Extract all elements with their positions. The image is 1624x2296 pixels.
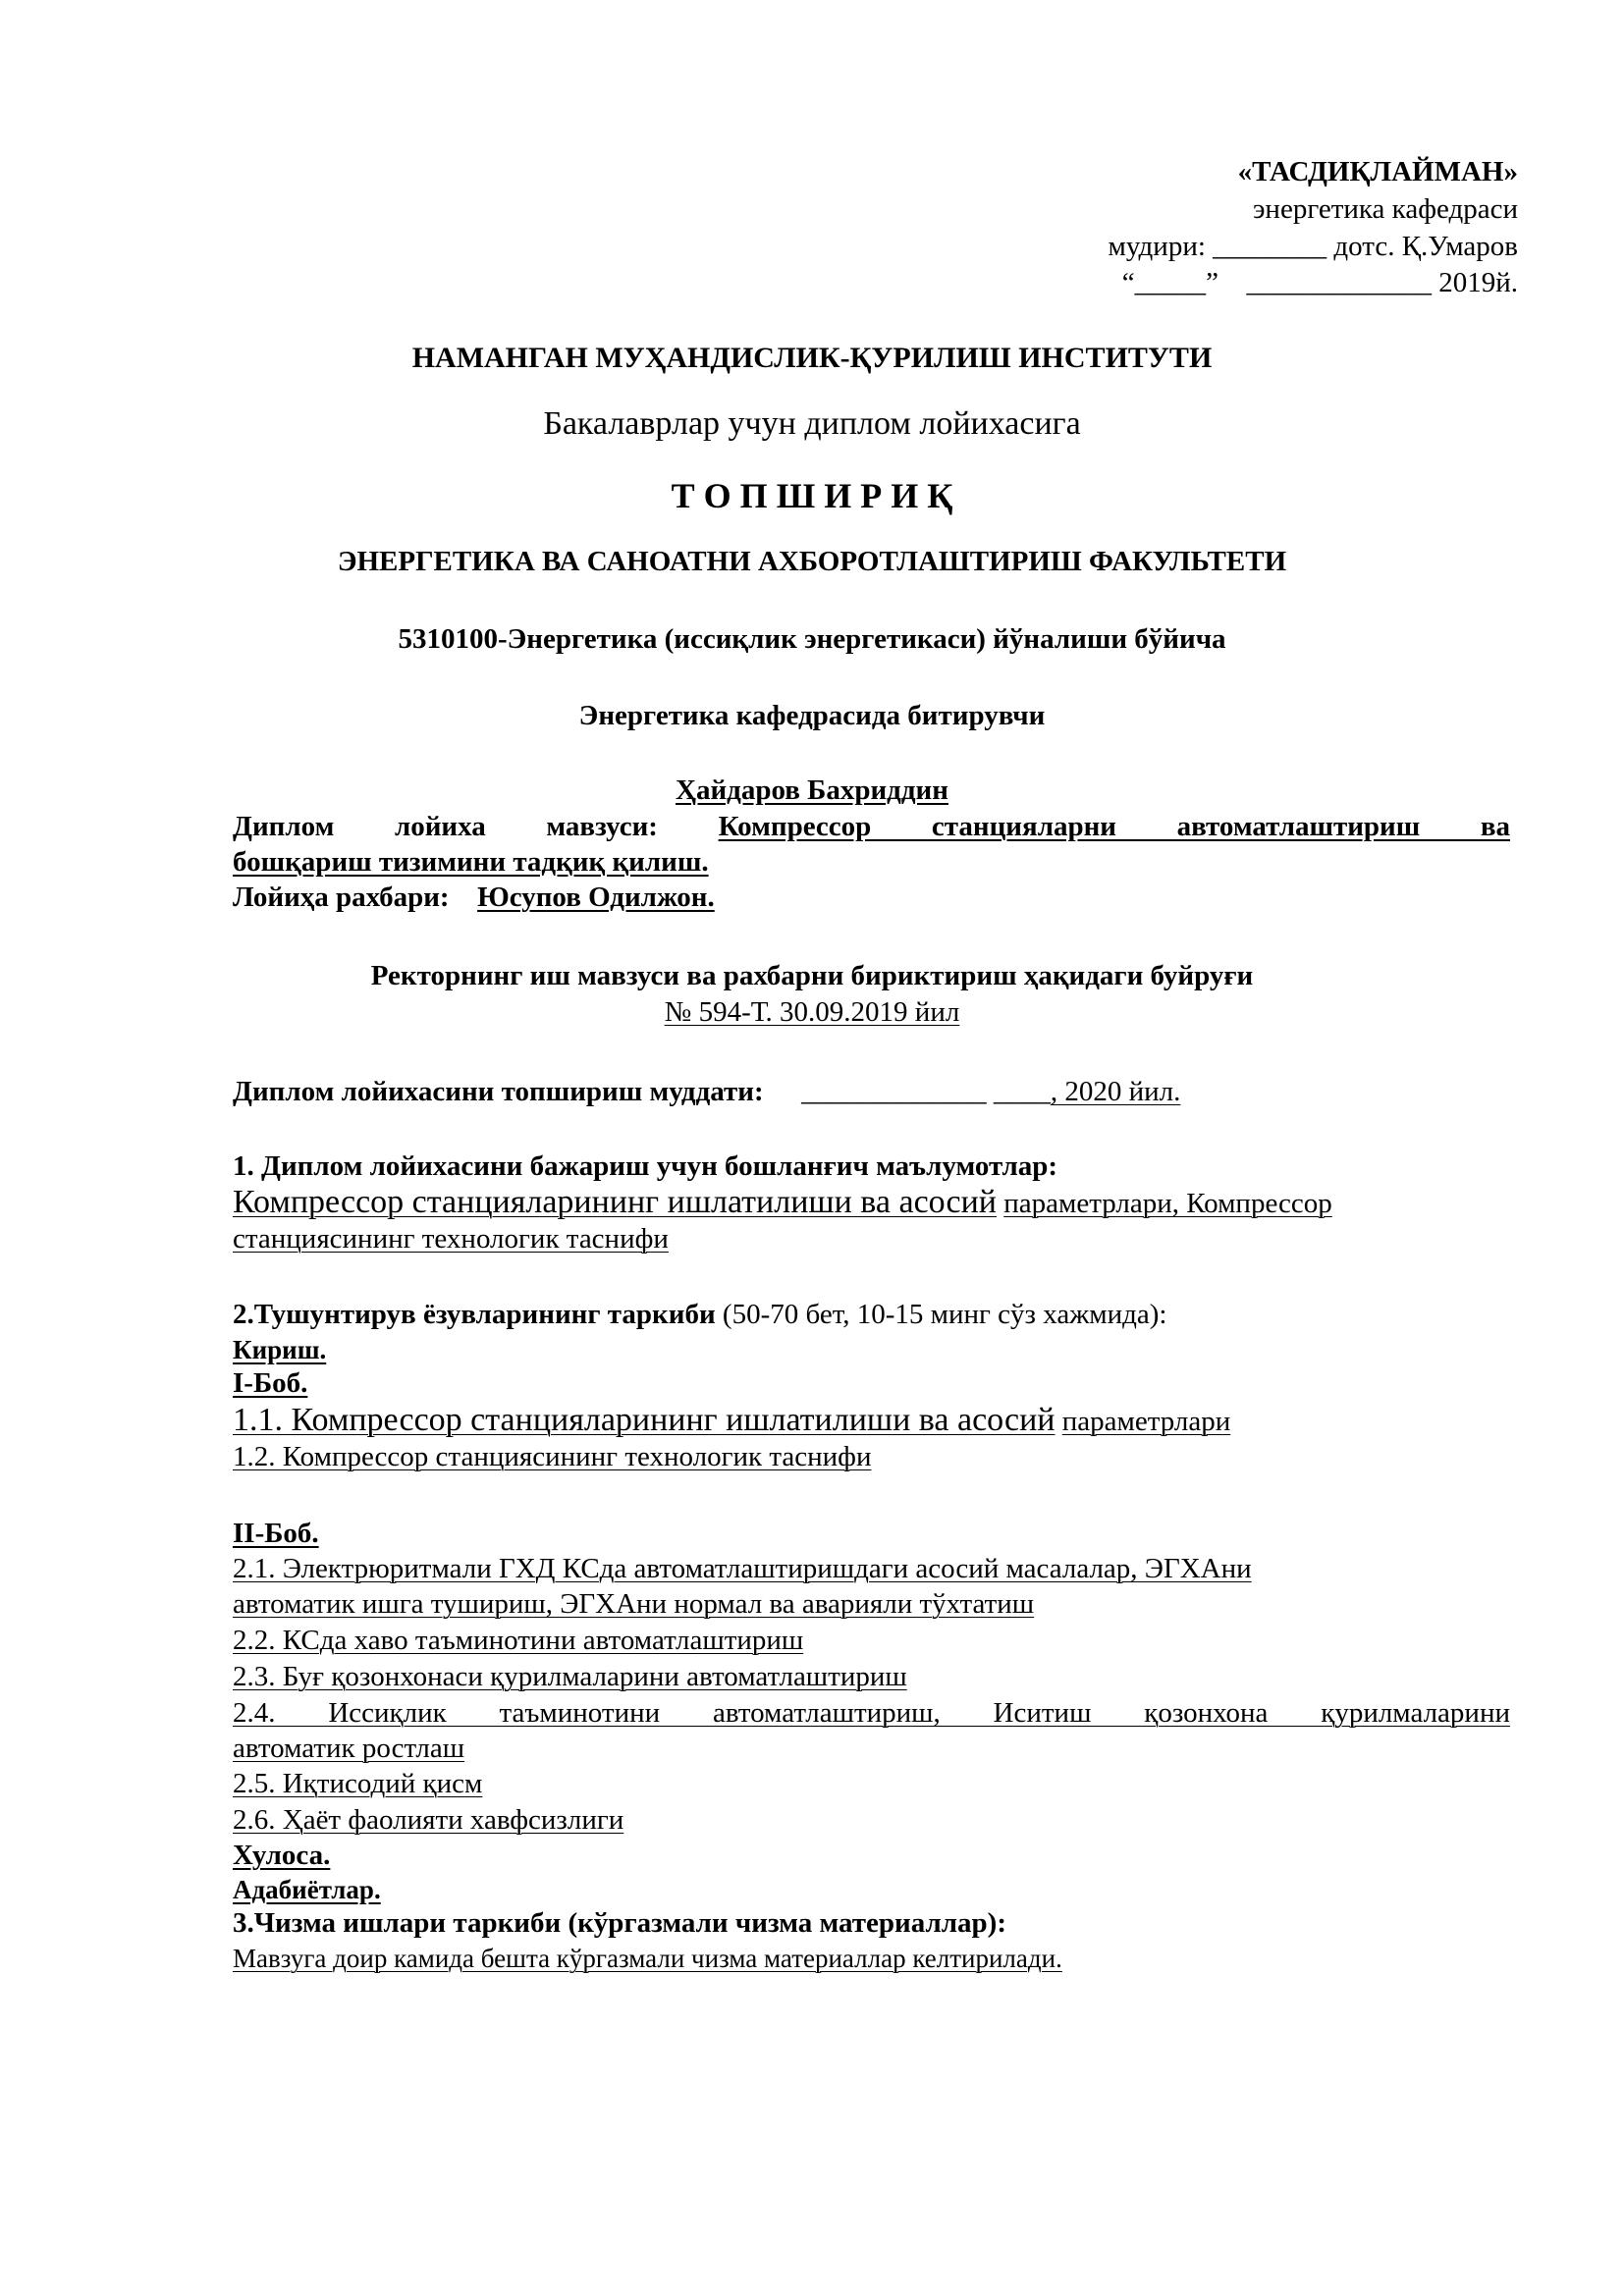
item-2-4-line-2 [233, 1732, 464, 1765]
section2-intro: Кириш. [233, 1335, 327, 1364]
section2-chapter2-line [233, 1517, 319, 1550]
section2-heading-note: (50-70 бет, 10-15 минг сўз хажмида): [722, 1299, 1167, 1330]
item-1-2: 1.2. Компрессор станциясининг технологик таснифи [233, 1441, 872, 1472]
item-2-3: 2.3. Буғ қозонхонаси қурилмаларини автоматлаштириш [233, 1661, 907, 1692]
deadline-line [233, 1075, 1180, 1108]
item-1-1-large: 1.1. Компрессор станцияларининг ишлатилиши ва асосий [233, 1402, 1056, 1438]
supervisor-name: Юсупов Одилжон. [477, 881, 715, 913]
section1-text-large: Компрессор станцияларининг ишлатилиши ва асосий [233, 1184, 997, 1220]
item-2-2: 2.2. КСда хаво таъминотини автоматлаштириш [233, 1625, 804, 1656]
item-1-1-small: параметрлари [1061, 1406, 1231, 1437]
deadline-year: , 2020 йил. [1050, 1076, 1181, 1107]
section2-heading-line [233, 1298, 1166, 1331]
document-subtitle: Бакалаврлар учун диплом лойихасига [543, 405, 1081, 442]
department-line: Энергетика кафедрасида битирувчи [578, 700, 1046, 731]
item-1-1-line [233, 1402, 1230, 1440]
approval-department: энергетика кафедраси [1252, 193, 1518, 225]
document-title: Т О П Ш И Р И Қ [671, 476, 953, 515]
approval-date-quote-open: “ [1121, 267, 1135, 298]
section1-heading: 1. Диплом лойихасини бажариш учун бошланғич маълумотлар: [233, 1150, 1058, 1182]
topic-line-2 [233, 845, 709, 879]
item-2-5: 2.5. Иқтисодий қисм [233, 1768, 483, 1799]
approval-title: «ТАСДИҚЛАЙМАН» [1237, 156, 1518, 187]
approval-date-day-blank: _____ [1134, 267, 1207, 298]
section3-text-line [233, 1942, 1062, 1975]
section2-heading: 2.Тушунтирув ёзувларининг таркиби [233, 1299, 716, 1330]
item-2-1-text-1: 2.1. Электрюритмали ГХД КСда автоматлаштиришдаги асосий масалалар, ЭГХАни [233, 1553, 1252, 1584]
order-number: № 594-Т. 30.09.2019 йил [664, 996, 960, 1028]
faculty-name: ЭНЕРГЕТИКА ВА САНОАТНИ АХБОРОТЛАШТИРИШ ФАКУЛЬТЕТИ [337, 546, 1287, 577]
conclusion-line [233, 1839, 330, 1872]
deadline-label: Диплом лойихасини топшириш муддати: [233, 1076, 764, 1107]
section1-text-line-1 [233, 1184, 1332, 1222]
section1-text-2: станциясининг технологик таснифи [233, 1223, 669, 1255]
section3-text: Мавзуга доир камида бешта кўргазмали чизма материаллар келтирилади. [233, 1944, 1062, 1973]
item-2-4-text-2: автоматик ростлаш [233, 1733, 465, 1764]
section2-conclusion: Хулоса. [233, 1840, 331, 1871]
supervisor-label: Лойиҳа рахбари: [233, 881, 450, 913]
section2-intro-line [233, 1333, 326, 1366]
item-1-2-line [233, 1440, 871, 1473]
institute-name: НАМАНГАН МУҲАНДИСЛИК-ҚУРИЛИШ ИНСТИТУТИ [411, 342, 1213, 374]
approval-date-month-blank: _____________ [1246, 267, 1432, 298]
section1-text-line-2 [233, 1222, 669, 1255]
item-2-1-line-2 [233, 1587, 1034, 1621]
item-2-1-text-2: автоматик ишга тушириш, ЭГХАни нормал ва аварияли тўхтатиш [233, 1588, 1035, 1620]
order-title: Ректорнинг иш мавзуси ва рахбарни бириктириш ҳақидаги буйруғи [370, 960, 1254, 991]
item-2-2-line [233, 1624, 803, 1657]
approval-head-blank: ________ [1213, 231, 1327, 262]
item-2-1-line-1 [233, 1552, 1252, 1585]
approval-head-line [1109, 230, 1518, 263]
supervisor-line [233, 881, 715, 914]
topic-line-1 [233, 810, 1510, 843]
item-2-5-line [233, 1767, 482, 1800]
section2-literature: Адабиётлар. [233, 1875, 381, 1904]
topic-text-2: бошқариш тизимини тадқиқ қилиш. [233, 846, 709, 878]
section2-chapter1: I-Боб. [233, 1367, 308, 1399]
section3-heading: 3.Чизма ишлари таркиби (кўргазмали чизма материаллар): [233, 1907, 1006, 1939]
student-name-line [0, 774, 1624, 807]
section2-chapter2: II-Боб. [233, 1518, 319, 1549]
approval-date-line [1122, 266, 1518, 299]
student-name: Ҳайдаров Бахриддин [676, 774, 948, 806]
item-2-3-line [233, 1660, 907, 1693]
deadline-blank: _____________ ____ [801, 1076, 1051, 1107]
item-2-6-line [233, 1803, 623, 1837]
topic-text-1: Компрессор станцияларни автоматлаштириш ва [718, 811, 1510, 842]
approval-date-quote-close: ” [1206, 267, 1218, 298]
topic-label: Диплом лойиха мавзуси: [233, 811, 658, 842]
item-2-4-line-1 [233, 1696, 1510, 1730]
literature-line [233, 1873, 381, 1906]
direction-line: 5310100-Энергетика (иссиқлик энергетикаси) йўналиши бўйича [398, 623, 1226, 655]
approval-head-label: мудири: [1108, 231, 1206, 262]
approval-date-year: 2019й. [1438, 267, 1518, 298]
approval-head-name: дотс. Қ.Умаров [1333, 231, 1518, 262]
item-2-6: 2.6. Ҳаёт фаолияти хавфсизлиги [233, 1804, 624, 1836]
item-2-4-text-1: 2.4. Иссиқлик таъминотини автоматлаштириш, Иситиш қозонхона қурилмаларини [233, 1697, 1510, 1729]
order-number-line [0, 995, 1624, 1029]
section1-text-small: параметрлари, Компрессор [1003, 1188, 1332, 1219]
section2-chapter1-line [233, 1366, 307, 1400]
